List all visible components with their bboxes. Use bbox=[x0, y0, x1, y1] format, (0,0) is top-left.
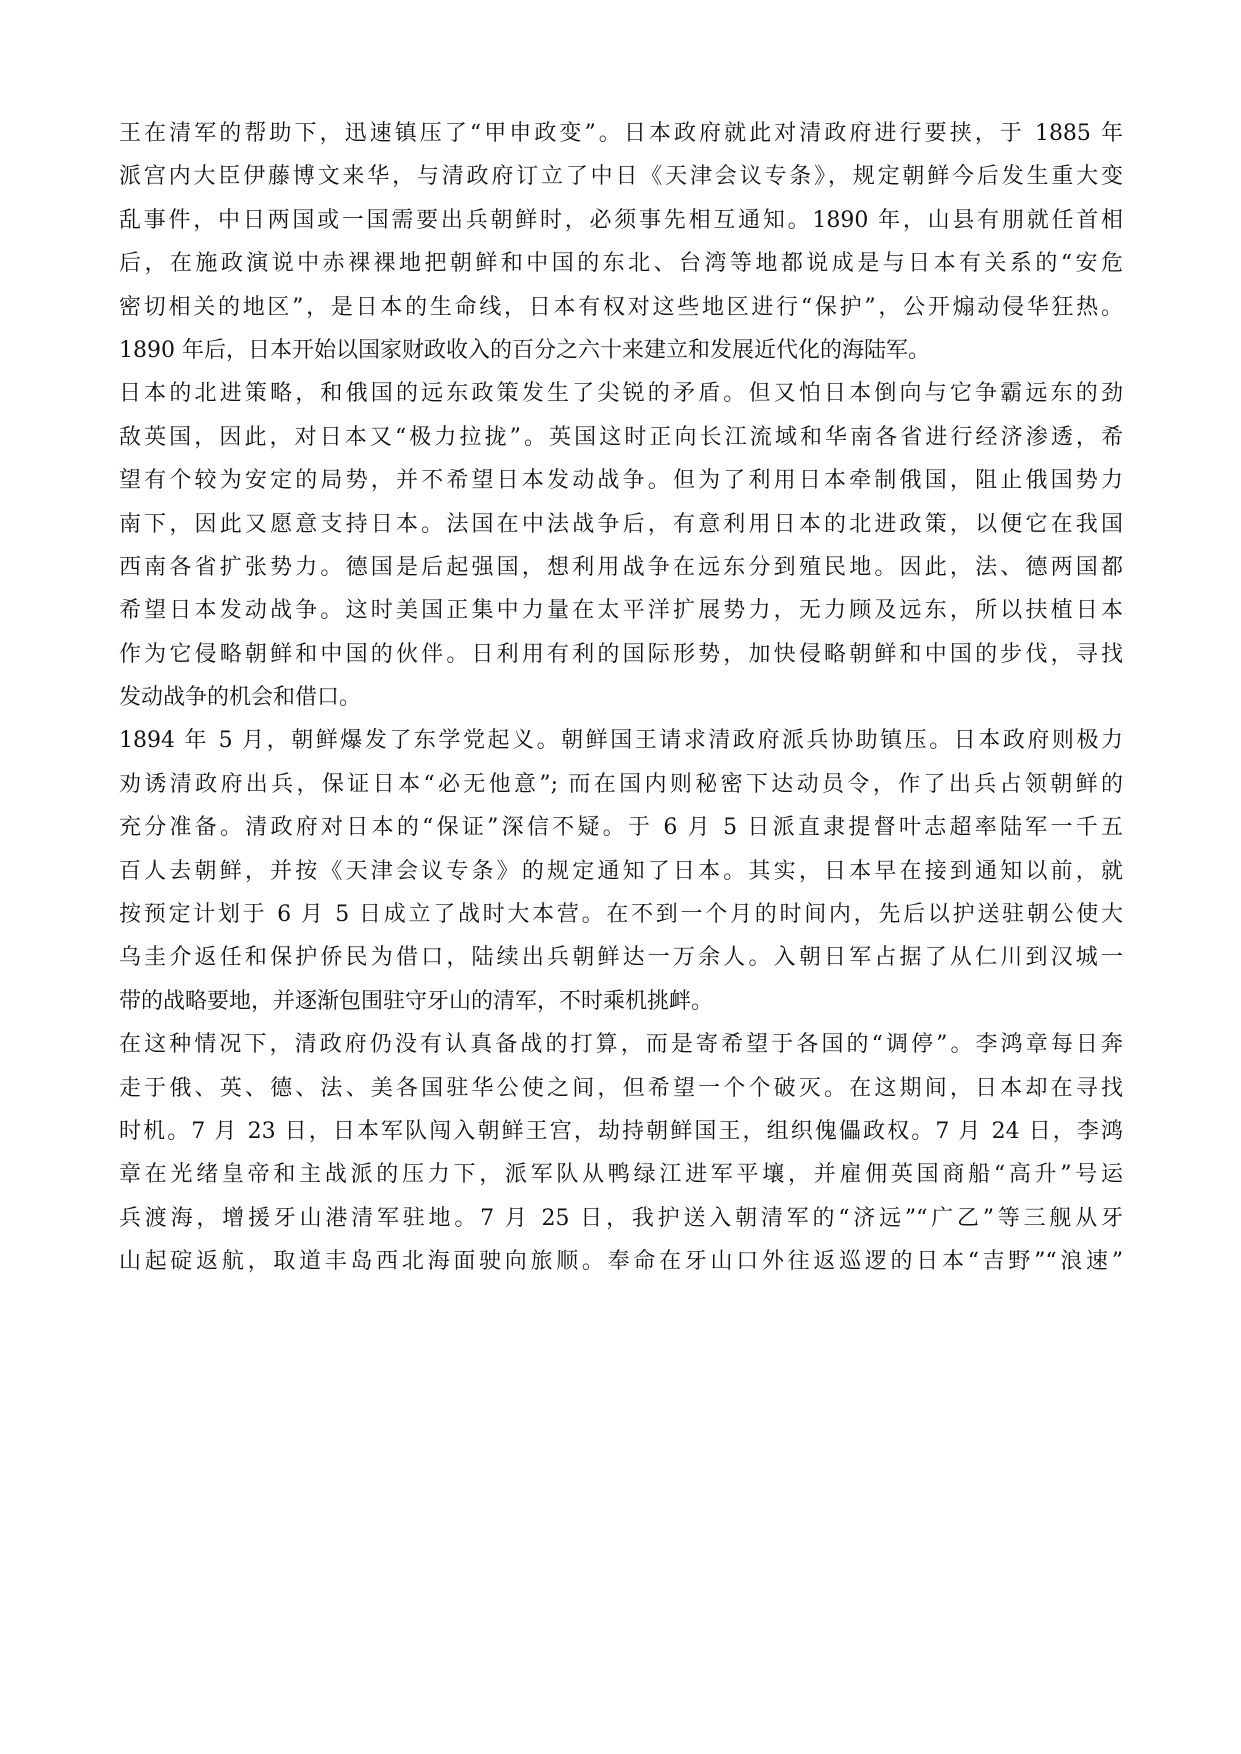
text-line: 日本的北进策略，和俄国的远东政策发生了尖锐的矛盾。但又怕日本倒向与它争霸远东的劲 bbox=[119, 381, 1123, 407]
text-line: 派宫内大臣伊藤博文来华，与清政府订立了中日《天津会议专条》，规定朝鲜今后发生重大变 bbox=[119, 164, 1123, 190]
text-line: 王在清军的帮助下，迅速镇压了“甲申政变”。日本政府就此对清政府进行要挟，于 1885 年 bbox=[119, 121, 1123, 146]
text-line: 充分准备。清政府对日本的“保证”深信不疑。于 6 月 5 日派直隶提督叶志超率陆军一千五 bbox=[119, 815, 1123, 841]
paragraph-2 bbox=[119, 372, 1123, 719]
text-line: 后，在施政演说中赤裸裸地把朝鲜和中国的东北、台湾等地都说成是与日本有关系的“安危 bbox=[119, 251, 1124, 277]
text-line: 密切相关的地区”，是日本的生命线，日本有权对这些地区进行“保护”，公开煽动侵华狂热。 bbox=[119, 294, 1123, 320]
text-line: 乌圭介返任和保护侨民为借口，陆续出兵朝鲜达一万余人。入朝日军占据了从仁川到汉城一 bbox=[119, 945, 1123, 971]
text-line: 1894 年 5 月，朝鲜爆发了东学党起义。朝鲜国王请求清政府派兵协助镇压。日本政府则极力 bbox=[119, 728, 1123, 754]
text-line: 按预定计划于 6 月 5 日成立了战时大本营。在不到一个月的时间内，先后以护送驻朝公使大 bbox=[119, 902, 1123, 928]
text-line: 乱事件，中日两国或一国需要出兵朝鲜时，必须事先相互通知。1890 年，山县有朋就任首相 bbox=[119, 207, 1123, 233]
text-line: 作为它侵略朝鲜和中国的伙伴。日利用有利的国际形势，加快侵略朝鲜和中国的步伐，寻找 bbox=[119, 641, 1123, 667]
text-line: 南下，因此又愿意支持日本。法国在中法战争后，有意利用日本的北进政策，以便它在我国 bbox=[119, 511, 1123, 537]
paragraph-4 bbox=[119, 1023, 1123, 1283]
paragraph-1 bbox=[119, 112, 1123, 372]
text-line: 章在光绪皇帝和主战派的压力下，派军队从鸭绿江进军平壤，并雇佣英国商船“高升”号运 bbox=[119, 1162, 1123, 1188]
text-line: 西南各省扩张势力。德国是后起强国，想利用战争在远东分到殖民地。因此，法、德两国都 bbox=[119, 554, 1123, 580]
text-line: 山起碇返航，取道丰岛西北海面驶向旅顺。奉命在牙山口外往返巡逻的日本“吉野”“浪速” bbox=[119, 1249, 1123, 1275]
text-line: 带的战略要地，并逐渐包围驻守牙山的清军，不时乘机挑衅。 bbox=[119, 988, 714, 1014]
text-line: 百人去朝鲜，并按《天津会议专条》的规定通知了日本。其实，日本早在接到通知以前，就 bbox=[119, 858, 1123, 884]
text-line: 发动战争的机会和借口。 bbox=[119, 685, 362, 711]
text-line: 1890 年后，日本开始以国家财政收入的百分之六十来建立和发展近代化的海陆军。 bbox=[119, 337, 930, 363]
text-line: 在这种情况下，清政府仍没有认真备战的打算，而是寄希望于各国的“调停”。李鸿章每日奔 bbox=[119, 1032, 1123, 1058]
text-line: 时机。7 月 23 日，日本军队闯入朝鲜王宫，劫持朝鲜国王，组织傀儡政权。7 月 24 日，李鸿 bbox=[119, 1118, 1123, 1144]
text-line: 走于俄、英、德、法、美各国驻华公使之间，但希望一个个破灭。在这期间，日本却在寻找 bbox=[119, 1075, 1123, 1101]
text-line: 望有个较为安定的局势，并不希望日本发动战争。但为了利用日本牵制俄国，阻止俄国势力 bbox=[119, 468, 1123, 494]
document-body bbox=[119, 112, 1123, 1284]
text-line: 希望日本发动战争。这时美国正集中力量在太平洋扩展势力，无力顾及远东，所以扶植日本 bbox=[119, 598, 1123, 624]
text-line: 劝诱清政府出兵，保证日本“必无他意”; 而在国内则秘密下达动员令，作了出兵占领朝鲜的 bbox=[119, 771, 1123, 797]
text-line: 敌英国，因此，对日本又“极力拉拢”。英国这时正向长江流域和华南各省进行经济渗透，希 bbox=[119, 424, 1123, 450]
paragraph-3 bbox=[119, 719, 1123, 1023]
text-line: 兵渡海，增援牙山港清军驻地。7 月 25 日，我护送入朝清军的“济远”“广乙”等三舰从牙 bbox=[119, 1205, 1123, 1231]
